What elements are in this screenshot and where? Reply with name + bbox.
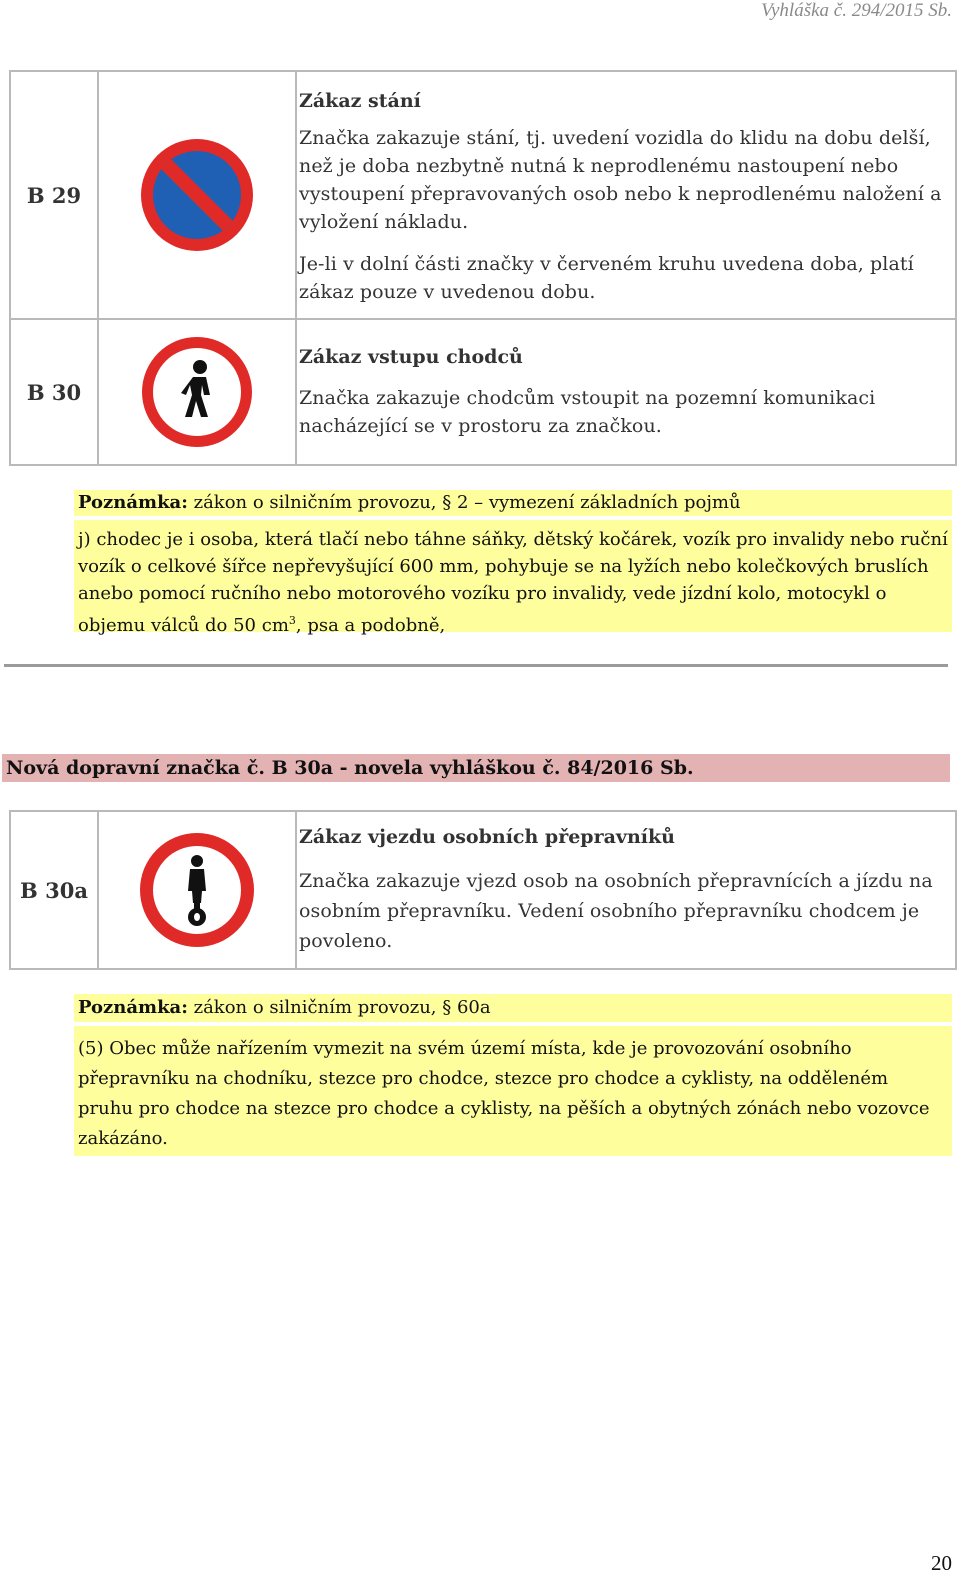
note-body-text: j) chodec je i osoba, která tlačí nebo táhne sáňky, dětský kočárek, vozík pro invalidy nebo ruční vozík o celkové šířce nepřevyšující 600 mm, pohybuje se na lyžích nebo kolečkových bruslích anebo pomocí ručního nebo motorového vozíku pro invalidy, vede jízdní kolo, motocykl o objemu válců do 50 cm: [78, 529, 948, 636]
note-label: Poznámka:: [78, 997, 188, 1018]
note-body-text: (5) Obec může nařízením vymezit na svém území místa, kde je provozování osobního přepravníku na chodníku, stezce pro chodce, stezce pro chodce a cyklisty, na odděleném pruhu pro chodce na stezce pro chodce a cyklisty, na pěších a obytných zónách nebo vozovce zakázáno.: [78, 1038, 930, 1149]
sign-code: B 30a: [11, 812, 99, 968]
note-label: Poznámka:: [78, 492, 188, 513]
sign-row-b30: [11, 318, 955, 464]
sign-row-b29: [11, 72, 955, 318]
note-body-text-end: , psa a podobně,: [295, 615, 446, 636]
sign-description: [299, 320, 947, 464]
note-2: [74, 994, 952, 1156]
document-header: Vyhláška č. 294/2015 Sb.: [761, 0, 952, 21]
sign-code: B 30: [11, 320, 99, 464]
sign-title: Zákaz vjezdu osobních přepravníků: [299, 826, 675, 848]
note-body: [74, 1034, 952, 1154]
sign-row-b30a: [11, 812, 955, 968]
sign-title: Zákaz stání: [299, 90, 421, 112]
sign-title: Zákaz vstupu chodců: [299, 346, 523, 368]
note-heading-text: zákon o silničním provozu, § 60a: [187, 997, 491, 1018]
sign-table-2: [9, 810, 957, 970]
no-parking-sign-icon: [99, 72, 297, 318]
sign-description: [299, 72, 947, 318]
note-body: [74, 526, 952, 639]
note-heading-text: zákon o silničním provozu, § 2 – vymezení základních pojmů: [187, 492, 741, 513]
note-superscript: 3: [288, 614, 296, 627]
sign-desc-1: Značka zakazuje vjezd osob na osobních přepravnících a jízdu na osobním přepravníku. Vedení osobního přepravníku chodcem je povoleno.: [299, 870, 933, 952]
note-heading: [74, 994, 952, 1026]
no-pedestrians-sign-icon: [99, 320, 297, 464]
sign-desc-1: Značka zakazuje stání, tj. uvedení vozidla do klidu na dobu delší, než je doba nezbytně nutná k neprodlenému nastoupení nebo vystoupení přepravovaných osob nebo k neprodlenému naložení a vyložení nákladu.: [299, 127, 942, 233]
sign-table-1: [9, 70, 957, 466]
note-heading: [74, 490, 952, 520]
no-personal-transporter-sign-icon: [99, 812, 297, 968]
note-1: [74, 490, 952, 636]
page-number: 20: [931, 1551, 952, 1575]
new-sign-banner: Nová dopravní značka č. B 30a - novela vyhláškou č. 84/2016 Sb.: [2, 754, 950, 782]
sign-description: [299, 812, 947, 968]
horizontal-divider: [4, 664, 948, 667]
sign-desc-2: Je-li v dolní části značky v červeném kruhu uvedena doba, platí zákaz pouze v uvedenou dobu.: [299, 253, 914, 303]
sign-code: B 29: [11, 72, 99, 318]
sign-desc-1: Značka zakazuje chodcům vstoupit na pozemní komunikaci nacházející se v prostoru za značkou.: [299, 387, 876, 437]
